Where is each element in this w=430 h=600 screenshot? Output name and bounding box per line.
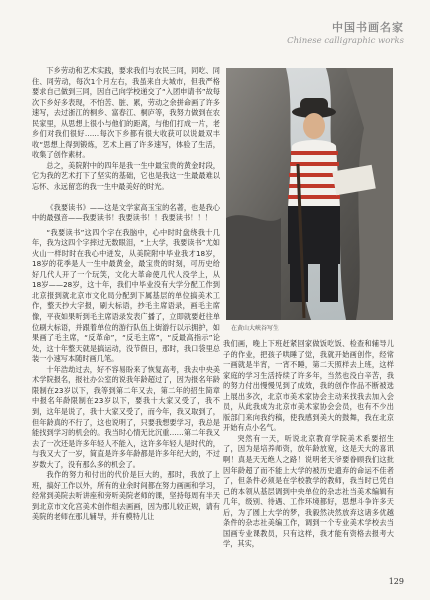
- paragraph: “我要读书”这四个字在我脑中，心中时时盘绕我十几年，我为这四个字摔过无数眼泪，“上大学，我要读书”尤如火山一样时时在我心中迸发，从美院附中毕业我才18岁，18岁的花季是人一生中最黄金，最宝贵的时刻，可历史给好几代人开了一个玩笑，文化大革命使几代人没学上，从18岁——28岁，这十年，我们中毕业没有大学分配工作到北京报到就北京市文化局分配到下属基层的单位搞美术工作，整天抄大字报，刷大标语，抄毛主席语录，画毛主席像，平夜如果听到毛主席语录发表广播了，立即就要赶往单位刷大标语，并跟着单位的游行队伍上街游行以示拥护，如果画了毛主席，“反革命”，“反毛主席”，“反最高指示”论处，这十年整天就是搞运动，没节假日，那时，我口袋里总装一小速写本随时画几笔。: [32, 227, 220, 364]
- paragraph: 下乡劳动和艺术实践，要求我们与农民三同，同吃、同住、同劳动，每次1个月左右，我虽来自大城市，但我严格要求自己做到三同，因自己向学校递交了“入团申请书”故每次下乡好多表现，不怕苦、脏、累，劳动之余拼命画了许多速写，去过浙江的桐乡、富春江、桐庐等，我努力做到在农民家里，从思想上很小与他们的距离，与他们打成一片，老乡们对我们很好……每次下乡都有很大收获可以说最双丰收“思想上得到锻炼，艺术上画了许多速写，体验了生活，收集了创作素材。: [32, 66, 220, 160]
- artist-photo: [226, 68, 393, 320]
- header-title-cn: 中国书画名家: [332, 21, 404, 34]
- paragraph: 我作的努力和付出的代价是巨大的，那时，我放了上班，搞好工作以外，所有的业余时间都在努力画画和学习，经常到美院去听讲座和旁听美院老师的课，坚持每周有半天到北京市文化宫美术创作组去画画，因为那儿较正规，请有美院的老师在那儿辅导，并有模特儿让: [32, 470, 220, 522]
- right-text-column: [223, 339, 394, 550]
- paragraph: 总之，美院附中的四年是我一生中最宝贵的黄金时段，它为我的艺术打下了坚实的基础，它也是我这一生最最难以忘怀、永远留恋的我一生中最美好的时光。: [32, 160, 220, 192]
- page-number: 129: [388, 577, 404, 586]
- photo-illustration: [226, 68, 393, 320]
- paragraph: 《我要读书》——这是文学家高玉宝的名著，也是我心中的最强音——我要读书！我要读书！！我要读书！！！: [32, 202, 220, 223]
- header-title-en: Chinese calligraphic works: [287, 36, 404, 46]
- paragraph: 我们画，晚上下班赶紧回家做饭吃饭、检查和辅导儿子的作业，把孩子哄睡了觉，我就开始画创作，经常一画就是半宵，一宵不睡，第二天照样去上班，这样家庭的学习生活持续了许多年，当然也没白辛苦，我的努力付出慢慢见到了成效，我的创作作品不断被选上展出多次，北京市美术家协会主动来找我去加入会员，从此我成为北京市美术家协会会员，也有不少出版部门来向我约稿，使我感到美大的鼓舞，我在北京开始有点小名气。: [223, 339, 394, 433]
- paragraph: 突然有一天，听说北京教育学院美术系要招生了，因为是培养师资，放年龄放宽，这是天大的喜讯啊！真是天无绝人之路！说明老天爷要眷顾我们这批因年龄超了而不能上大学的被历史遗弃的命运不佳者了，但条件必须是在学校教学的教师，我当时已凭自己的本领从基层调到中央单位的杂志社当美术编辑有几年，级别、待遇、工作环境都好，思想斗争许多天后，为了圆上大学的梦，我毅然决然放弃这诸多优越条件的杂志社美编工作，调到一个专业美术学校去当国画专业课教员，只有这样，我才能有资格去报考大学，其实，: [223, 433, 394, 549]
- photo-caption: 在黄山大峡谷写生: [231, 325, 280, 332]
- page-header: [287, 21, 404, 47]
- left-text-column: [32, 66, 220, 523]
- paragraph: 十年浩劫过去，好不容易盼来了恢复高考，我去中央美术学院报名，报社办公室的说我年龄超过了，因为报名年龄限制在23岁以下，我等到第二年又去，第二年的招生简章中报名年龄限制在23岁以下，要我十大家又受了，我不到，这年是说了，我十大家又受了，而今年，我又取到了，但年龄真的不行了，这也说明了，只要我想要学习，我总是能找到学习的机会的。我当时心情无比沉重……第二年我又去了一次还是许多年轻人不能入，这许多年轻人是时代的，与我又大了一岁，简直是许多年龄都是许多年纪大的，不过岁数大了，没有那么多的机会了。: [32, 364, 220, 469]
